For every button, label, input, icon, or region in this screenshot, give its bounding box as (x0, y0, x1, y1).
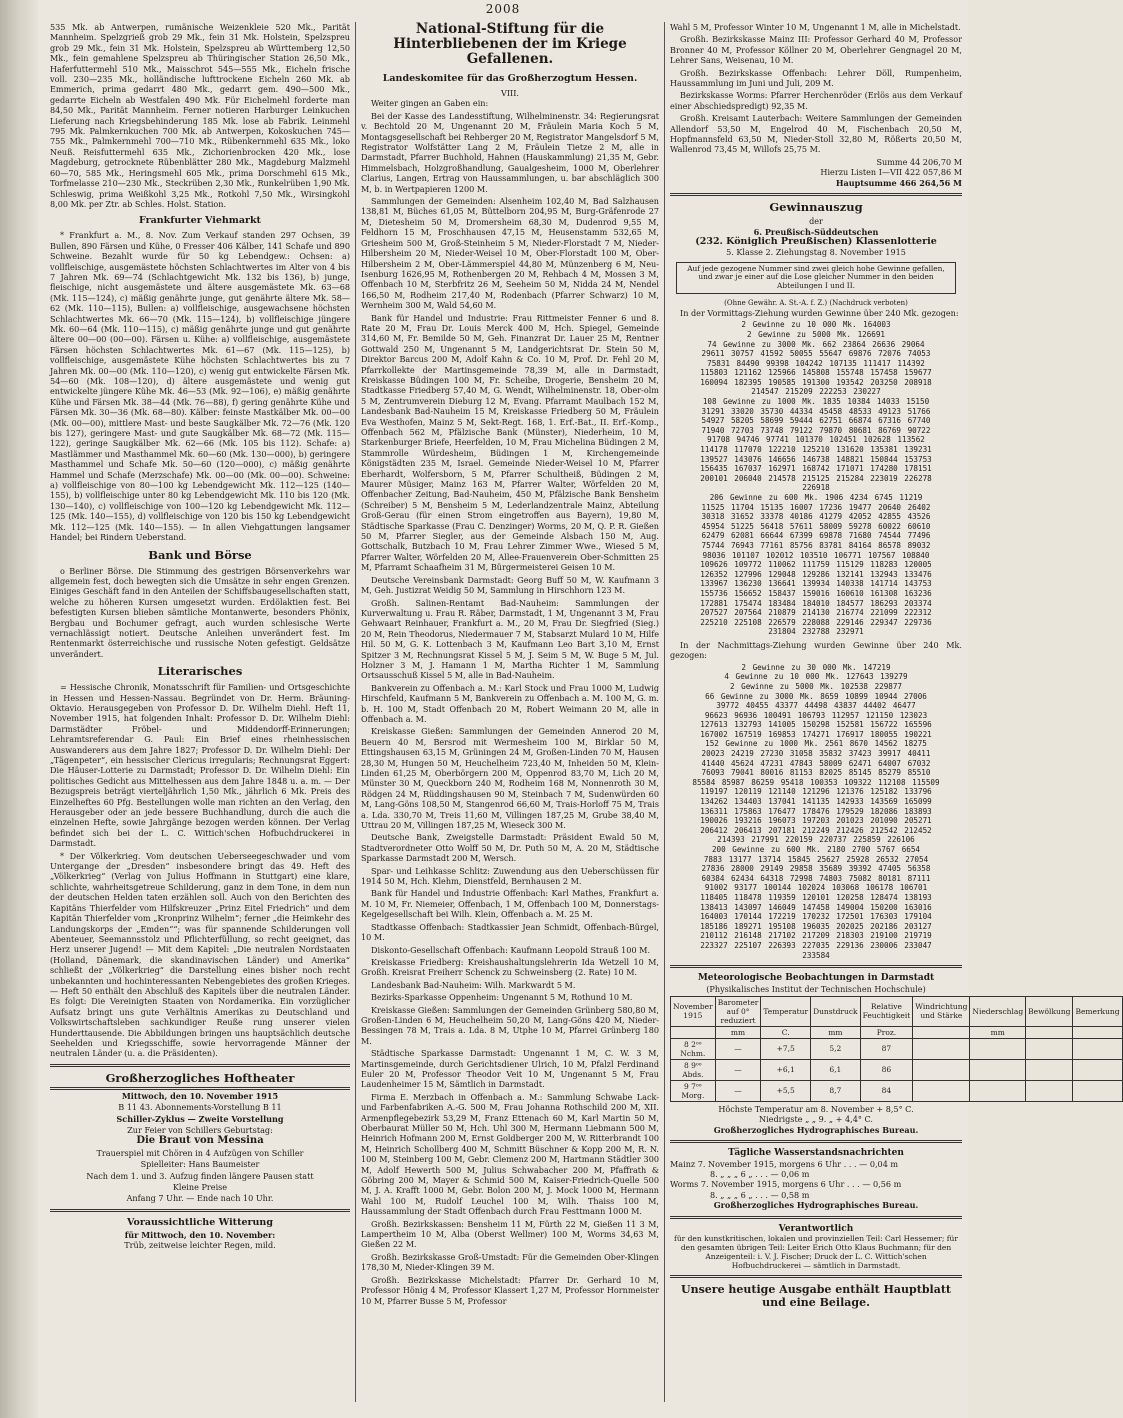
table-cell: +6,1 (761, 1059, 811, 1080)
lottery-number-line: 115803 121162 125966 145808 155748 157458 159677 (700, 368, 932, 378)
table-cell: — (715, 1080, 761, 1101)
divider (50, 1064, 350, 1067)
lottery-number-line: 54927 58205 58699 59444 62751 66874 67316 67740 (701, 416, 931, 426)
lottery-number-line: 136311 175863 176477 178476 179529 182086 183893 (700, 806, 932, 816)
lottery-number-line: 29611 30757 41592 50055 55647 69876 72076 74053 (701, 349, 931, 359)
page-edge-shadow (0, 0, 40, 1418)
table-unit-cell: mm (970, 1026, 1026, 1038)
table-cell: — (715, 1059, 761, 1080)
donation-paragraph: Bezirks-Sparkasse Oppenheim: Ungenannt 5 M, Rothund 10 M. (371, 992, 633, 1003)
lottery-number-line: 233584 (802, 950, 830, 960)
list-number: VIII. (500, 88, 519, 98)
weather-observation-table (670, 996, 1123, 1102)
lottery-number-line: 206412 206413 207181 212249 212426 212542 212452 (700, 825, 932, 835)
lottery-number-line: 2 Gewinne zu 30 000 Mk. 147219 (741, 662, 891, 672)
divider (670, 1140, 962, 1143)
edition-note: Unsere heutige Ausgabe enthält Hauptblatt und eine Beilage. (681, 1283, 951, 1309)
table-unit-cell: C. (761, 1026, 811, 1038)
responsible-text: für den kunstkritischen, lokalen und provinziellen Teil: Carl Hessemer; für den gesamten übrigen Teil: Leiter Erich Otto Klaus Buchmann; für den Anzeigenteil: i. V. J. Fischer; Druck der L. C. Wittich'schen Hofbuchdruckerei — sämtlich in Darmstadt. (674, 1234, 958, 1270)
table-cell: — (715, 1038, 761, 1059)
donation-paragraph: Bank für Handel und Industrie Offenbach: Karl Mathes, Frankfurt a. M. 10 M, Fr. Niemeier, Offenbach, 1 M, Offenbach 100 M, Donnerstags-Kegelgesellschaft bei Wilh. Klein, Offenbach a. M. 25 M. (361, 888, 659, 920)
meteorology-subheading: (Physikalisches Institut der Technischen Hochschule) (706, 983, 926, 994)
afternoon-draw-numbers (670, 663, 962, 960)
sum-line: Summe 44 206,70 M (876, 156, 962, 167)
donation-paragraph: Großh. Bezirkskasse Groß-Umstadt: Für die Gemeinden Ober-Klingen 178,30 M, Nieder-Klingen 39 M. (361, 1251, 659, 1273)
bank-text: o Berliner Börse. Die Stimmung des gestrigen Börsenverkehrs war allgemein fest, doch bewegten sich die Umsätze in sehr engen Grenzen. Einiges Geschäft fand in den Anteilen der Schiffsbaugesellschaften statt, welche zu höheren Kursen umgesetzt wurden. Erdölaktien fest. Bei befestigten Kursen blieben sämtliche Montanwerte, besonders Phönix, Bergbau und Bochumer gefragt, auch wurden schlesische Werte vernachlässigt notiert. Deutsche Anleihen unverändert fest. Im Rentenmarkt österreichische und russische Noten gefestigt. Geldsätze unverändert. (50, 565, 350, 659)
lottery-number-line: 164003 170144 172219 170232 172501 176303 179104 (700, 912, 932, 922)
donation-continuation: Wahl 5 M, Professor Winter 10 M, Ungenannt 1 M, alle in Michelstadt. (670, 22, 961, 32)
table-header-cell: Dunstdruck (811, 996, 861, 1026)
responsible-heading: Verantwortlich (778, 1223, 854, 1234)
donation-paragraph: Deutsche Vereinsbank Darmstadt: Georg Buff 50 M, W. Kaufmann 3 M, Geh. Justizrat Weidig 50 M, Sammlung in Hirschhorn 123 M. (361, 574, 659, 596)
lottery-heading: Gewinnauszug (769, 200, 863, 215)
lottery-number-line: 20023 24219 27230 31058 35832 37423 39917 40411 (701, 749, 931, 759)
table-cell: 9 7ᵒᵒ Morg. (671, 1080, 716, 1101)
divider (50, 1087, 350, 1090)
weather-date: für Mittwoch, den 10. November: (124, 1229, 276, 1240)
lottery-number-line: 118405 118478 119359 120101 120258 128474 138193 (700, 892, 932, 902)
newspaper-page (38, 0, 1120, 1418)
table-cell: 5,2 (811, 1038, 861, 1059)
donation-paragraph: Bei der Kasse des Landesstiftung, Wilhelminenstr. 34: Regierungsrat v. Bechtold 20 M, Ungenannt 20 M, Fräulein Maria Koch 5 M, Montagsgesellschaft bei Rehberger 20 M, Registrator Mangelsdorf 5 M, Registrator Wolfstätter Lang 2 M, Fräulein Tietze 2 M, alle in Darmstadt, Pfarrer Buchhold, Hahnen (Hauskammlung) 21,35 M, Gebr. Himmelsbach, Holzgroßhandlung, Gaualgesheim, 1000 M, Oberlehrer Clarius, Langen, Ertrag von Haussammlungen, u. bar abschläglich 300 M, b. in Wertpapieren 1200 M. (361, 110, 659, 194)
table-header-cell: Barometer auf 0° reduziert (715, 996, 761, 1026)
lottery-number-line: 11525 11704 15135 16007 17236 19477 20640 26402 (701, 502, 931, 512)
table-cell (1073, 1059, 1122, 1080)
water-level-mainz-2: 8. „ „ „ 6 „ . . . — 0,06 m (710, 1168, 810, 1179)
water-level-heading: Tägliche Wasserstandsnachrichten (728, 1148, 904, 1159)
table-cell (913, 1038, 970, 1059)
bank-heading: Bank und Börse (148, 547, 252, 562)
weather-forecast: Trüb, zeitweise leichter Regen, mild. (124, 1240, 276, 1251)
donations-intro: Weiter gingen an Gaben ein: (371, 98, 489, 109)
theater-date: Mittwoch, den 10. November 1915 (121, 1090, 279, 1101)
table-header-cell: November 1915 (671, 996, 716, 1026)
column-right (670, 22, 1120, 1412)
donation-paragraph: Stadtkasse Offenbach: Stadtkassier Jean Schmidt, Offenbach-Bürgel, 10 M. (361, 921, 659, 943)
water-level-mainz: Mainz 7. November 1915, morgens 6 Uhr . . . — 0,04 m (670, 1158, 899, 1169)
min-temperature: Niedrigste „ „ 9. „ + 4,4° C. (759, 1114, 873, 1125)
foundation-heading: National-Stiftung für die Hinterbliebenen der im Kriege Gefallenen. (393, 21, 627, 67)
viehmarkt-text: * Frankfurt a. M., 8. Nov. Zum Verkauf standen 297 Ochsen, 39 Bullen, 890 Färsen und Kühe, 0 Fresser 406 Kälber, 141 Schafe und 890 Schweine. Bezahlt wurde für 50 kg Lebendgew.: Ochsen: a) vollfleischige, ausgemästete höchsten Schlachtwertes im Alter von 4 bis 7 Jahren Mk. 69—74 (Schlachtgewicht Mk. 132 bis 136), b) junge, fleischige, nicht ausgemästete und ältere ausgemästete Mk. 63—68 (Mk. 115—124), c) mäßig genährte junge, gut genährte ältere Mk. 58—62 (Mk. 110—115), Bullen: a) vollfleischige, ausgewachsene höchsten Schlachtwertes Mk. 66—70 (Mk. 115—124), b) vollfleischige jüngere Mk. 60—64 (Mk. 110—115), c) mäßig genährte junge und gut genährte ältere 00—00 (00—00). Färsen u. Kühe: a) vollfleischige, ausgemästete Färsen höchsten Schlachtwertes Mk. 61—67 (Mk. 115—125), b) vollfleischige, ausgemästete Kühe höchsten Schlachtwertes bis zu 7 Jahren Mk. 00—00 (Mk. 110—120), c) wenig gut entwickelte Färsen Mk. 54—60 (Mk. 108—120), d) ältere ausgemästete und wenig gut entwickelte jüngere Kühe Mk. 46—53 (Mk. 92—106), e) mäßig genährte Kühe und Färsen Mk. 38—44 (Mk. 76—88), f) gering genährte Kühe und Färsen Mk. 30—36 (Mk. 68—80). Kälber: feinste Mastkälber Mk. 00—00 (Mk. 00—00), mittlere Mast- und beste Saugkälber Mk. 72—76 (Mk. 120 bis 127), geringere Mast- und gute Saugkälber Mk. 68—72 (Mk. 115—122), geringe Saugkälber Mk. 62—66 (Mk. 105 bis 112). Schafe: a) Mastlämmer und Masthammel Mk. 60—60 (Mk. 130—000), b) geringere Masthammel und Schafe Mk. 50—60 (120—000), c) mäßig genährte Hammel und Schafe (Merzschafe) Mk. 00—00 (Mk. 00—00). Schweine: a) vollfleischige von 80—100 kg Lebendgewicht Mk. 112—125 (140—155), b) vollfleischige unter 80 kg Lebendgewicht Mk. 110 bis 120 (Mk. 130—140), c) vollfleischige von 100—120 kg Lebendgewicht Mk. 112—125 (Mk. 140—155), d) vollfleischige von 120 bis 150 kg Lebendgewicht Mk. 112—125 (Mk. 140—155). — In allen Viehgattungen langsamer Handel; bei Rindern Ueberstand. (50, 230, 350, 543)
market-report-text: 535 Mk. ab Antwerpen, rumänische Weizenkleie 520 Mk., Parität Mannheim. Spelzgrieß grob 29 Mk., fein 31 Mk. Holstein, Spelzspreu grob 29 Mk., fein 31 Mk. Holstein, Spelzspreu ab Württemberg 12,50 Mk., fein gemahlene Spelzspreu ab Thüringischer Station 26,50 Mk., Haferfuttermehl 510 Mk., Maisschrot 545—555 Mk., Eicheln frische voll. 230—235 Mk., holländische lufttrockene Eicheln 260 Mk. ab Emmerich, prima gedarrt 480 Mk., gedarrt gem. 490—500 Mk., gedarrte Eicheln ab Westfalen 490 Mk. Für Eichelmehl forderte man 84,50 Mk., Parität Mannheim. Ferner notieren Harburger Leinkuchen Lieferung nach Kriegsbehinderung 185 Mk. lose ab Fabrik. Leinmehl 795 Mk. Palmkernkuchen 700 Mk. ab Antwerpen, Kokoskuchen 745—755 Mk., Palmkernmehl 700—710 Mk., Rübenkernmehl 635 Mk., loko Neuß. Reisfuttermehl 635 Mk., Zichorienbrocken 420 Mk., lose Magdeburg, getrocknete Rübenblätter 280 Mk., Magdeburg Malzmehl 60—70, 585 Mk., Heringsmehl 605 Mk., prima Dorschmehl 615 Mk., Torfmelasse 210—230 Mk., Steckrüben 2,30 Mk., Runkelrüben 1,90 Mk. Schleswig, prima Weißkohl 3,25 Mk., Rotkohl 7,50 Mk., Wirsingkohl 8,00 Mk. per Ztr. ab Schles. Holst. Station. (50, 22, 350, 209)
afternoon-draw-intro: In der Nachmittags-Ziehung wurden Gewinne über 240 Mk. gezogen: (670, 639, 962, 661)
lottery-number-line: 167002 167519 169853 174271 176917 180055 190221 (700, 729, 932, 739)
lottery-number-line: 27836 28000 29149 29858 35689 39392 47405 56358 (701, 864, 931, 874)
lottery-number-line: 214393 217991 220159 220737 225859 226106 (717, 835, 915, 845)
column-rule (664, 22, 665, 1402)
lottery-number-line: 139527 143076 146656 146738 148821 150844 153753 (700, 454, 932, 464)
lottery-number-line: 2 Gewinne zu 5000 Mk. 126691 (746, 329, 885, 339)
divider (670, 193, 962, 196)
lottery-number-line: 109626 109772 110062 111759 115129 118283 120005 (700, 560, 932, 570)
lottery-der: der (809, 216, 823, 227)
donation-paragraph: Kreiskasse Gießen: Sammlungen der Gemeinden Grünberg 580,80 M, Großen-Linden 6 M, Heuchelheim 50,20 M, Lang-Göns 420 M, Nieder-Bessingen 78 M, Trais a. Lda. 8 M, Utphe 10 M, Pfarrei Grünberg 180 M. (361, 1004, 659, 1046)
lottery-number-line: 91002 93177 100144 102024 103068 106178 106701 (704, 883, 928, 893)
lottery-number-line: 156435 167037 162971 168742 171071 174280 178151 (700, 464, 932, 474)
lottery-notice-box: Auf jede gezogene Nummer sind zwei gleich hohe Gewinne gefallen, und zwar je einer auf die Lose gleicher Nummer in den beiden Abteilungen I und II. (676, 262, 956, 294)
viehmarkt-heading: Frankfurter Viehmarkt (139, 215, 261, 227)
donation-paragraph: Bankverein zu Offenbach a. M.: Karl Stock und Frau 1000 M, Ludwig Hirschfeld, Kaufmann 5 M, Bankverein zu Offenbach a. M. 100 M, G. m. b. H. 100 M, Stadt Offenbach 20 M, Robert Weimann 20 M, alle in Offenbach a. M. (361, 682, 659, 724)
table-row (671, 1059, 1123, 1080)
lottery-number-line: 225210 225108 226579 228088 229146 229347 229736 (700, 617, 932, 627)
morning-draw-numbers (670, 320, 962, 637)
theater-occasion: Zur Feier von Schillers Geburtstag: (127, 1125, 273, 1135)
table-cell: 87 (860, 1038, 913, 1059)
table-unit-cell: mm (811, 1026, 861, 1038)
weather-heading: Voraussichtliche Witterung (127, 1216, 273, 1228)
table-cell (970, 1038, 1026, 1059)
lottery-number-line: 206 Gewinne zu 600 Mk. 1906 4234 6745 11219 (709, 493, 923, 502)
donation-paragraph: Diskonto-Gesellschaft Offenbach: Kaufmann Leopold Strauß 100 M. (371, 944, 651, 955)
lottery-number-line: 76093 79041 80016 81153 82025 85145 85279 85510 (701, 768, 931, 778)
lottery-number-line: 185186 189271 195108 196035 202025 202186 203127 (700, 921, 932, 931)
table-cell (1026, 1059, 1073, 1080)
table-header-cell: Relative Feuchtigkeit (860, 996, 913, 1026)
donation-paragraph: Großh. Bezirkskassen: Bensheim 11 M, Fürth 22 M, Gießen 11 3 M, Lampertheim 10 M, Alba (Oberst Wellmer) 100 M, Worms 34,63 M, Gießen 22 M. (361, 1218, 659, 1250)
lottery-number-line: 119197 120119 121140 121296 121376 125182 133796 (700, 787, 932, 797)
table-cell (970, 1059, 1026, 1080)
donation-paragraph: Kreiskasse Friedberg: Kreishaushaltungslehrerin Ida Wetzell 10 M, Großh. Kreisrat Freiherr Schenck zu Schweinsberg (2. Rate) 10 M. (361, 956, 659, 978)
table-cell: 8 9ᵒᵒ Abds. (671, 1059, 716, 1080)
lottery-title-2: (232. Königlich Preußischen) Klassenlotterie (695, 235, 937, 247)
lottery-number-line: 74 Gewinne zu 3000 Mk. 662 23864 26636 29064 (707, 339, 925, 349)
literary-text-voelkerkrieg: * Der Völkerkrieg. Vom deutschen Ueberseegeschwader und vom Untergange der „Dresden“ insbesondere bringt das 49. Heft des „Völkerkrieg“ (Verlag von Julius Hoffmann in Stuttgart) eine klare, schlichte, wahrheitsgetreue Schilderung, ganz in dem Tone, in dem nun der deutschen Helden taten erzählen soll. Auch von den Berichten des Kapitäns Thierfelder vom Hilfskreuzer „Prinz Eitel Friedrich“ und dem Kapitän Thierfelder vom „Kronprinz Wilhelm“; ferner „die Heimkehr des Landungskorps der „Emden““; was für spannende Schilderungen voll Abenteuer, Seemannsstolz und Pflichterfüllung, so recht geeignet, das Herz unserer Jugend! — Mit dem Kapitel: „Die neutralen Nordstaaten (Holland, Dänemark, die skandinavischen Länder) und Amerika“ schließt der „Völkerkrieg“ die Darstellung eines bisher noch recht unbekannten und hochinteressanten Nebengebietes des großen Krieges. — Heft 50 enthält den Abschluß des Kapitels über die neutralen Länder. Es folgt: Die Vereinigten Staaten von Nordamerika. Ein vorzüglicher Aufsatz bringt uns gute Verhältnis Amerikas zu Deutschland und Volkswirtschaftsleben sachkundiger Reuße rung unserer vielen Hunderttausende. Die Abbildungen bringen uns hauptsächlich deutsche Seehelden und Kriegsschiffe, sowie hervorragende Männer der neutralen Länder (u. a. die Präsidenten). (50, 850, 351, 1059)
table-cell: 8 2ᵒᵒ Nchm. (671, 1038, 716, 1059)
table-header-cell: Bemerkung (1073, 996, 1122, 1026)
theater-heading: Großherzogliches Hoftheater (105, 1070, 295, 1085)
sum-previous-lists: Hierzu Listen I—VII 422 057,86 M (820, 167, 962, 178)
morning-draw-intro: In der Vormittags-Ziehung wurden Gewinne über 240 Mk. gezogen: (680, 307, 959, 318)
donation-paragraph: Landesbank Bad-Nauheim: Wilh. Markwardt 5 M. (371, 979, 576, 990)
donation-paragraph: Deutsche Bank, Zweigstelle Darmstadt: Präsident Ewald 50 M, Stadtverordneter Otto Wolff 50 M, Dr. Puth 50 M, A. 20 M, Städtische Sparkasse Darmstadt 200 M, Wersch. (361, 832, 659, 864)
table-cell: +5,5 (761, 1080, 811, 1101)
lottery-number-line: 98036 101107 102012 103510 106771 107567 108840 (702, 550, 930, 560)
lottery-disclaimer: (Ohne Gewähr. A. St.-A. f. Z.) (Nachdruck verboten) (724, 298, 908, 307)
lottery-number-line: 39772 40455 43377 44498 43837 44402 46477 (716, 701, 916, 711)
table-cell (1026, 1038, 1073, 1059)
table-unit-cell (671, 1026, 716, 1038)
lottery-number-line: 214547 215209 222253 230227 (751, 387, 881, 397)
lottery-number-line: 108 Gewinne zu 1000 Mk. 1835 10384 14033 15150 (702, 397, 930, 407)
meteorology-heading: Meteorologische Beobachtungen in Darmstadt (697, 973, 935, 984)
lottery-number-line: 85584 85987 86259 95418 100353 109322 112108 115509 (692, 777, 940, 787)
donation-paragraph: Großh. Bezirkskasse Offenbach: Lehrer Döll, Rumpenheim, Haussammlung im Juni und Juli, 209 M. (670, 67, 962, 89)
lottery-number-line: 127613 132793 141005 150298 152581 156722 165596 (700, 720, 932, 730)
donation-paragraph: Kreiskasse Gießen: Sammlungen der Gemeinden Annerod 20 M, Beuern 40 M, Bersrod mit Wermesheim 100 M, Birklar 50 M, Ettingshausen 63,15 M, Grüningen 24 M, Großen-Linden 70 M, Hausen 28,30 M, Hungen 50 M, Heuchelheim 723,40 M, Inheiden 50 M, Klein-Linden 61,25 M, Oberbörgern 200 M, Oppenrod 83,70 M, Lich 20 M, Münster 30 M, Queckborn 240 M, Rodheim 168 M, Nonnenroth 30 M, Rödgen 24 M, Rüddingshausen 90 M, Steinbach 7 M, Sudenwürden 60 M, Lang-Göns 108,50 M, Stangenrod 66,60 M, Trais-Horloff 75 M, Trais a. Lda. 330,70 M, Treis 11,60 M, Villingen 187,25 M, Grube 38,40 M, Uttrau 20 M, Villingen 187,25 M, Wieseck 300 M. (361, 726, 659, 831)
lottery-number-line: 66 Gewinne zu 3000 Mk. 8659 10899 10944 27006 (705, 691, 927, 701)
table-header-cell: Bewölkung (1026, 996, 1073, 1026)
donation-paragraph: Spar- und Leihkasse Schlitz: Zuwendung aus den Ueberschüssen für 1914 50 M, Hch. Klehm, Dienstfeld, Bernhausen 2 M. (361, 865, 659, 887)
theater-subscription: B 11 43. Abonnements-Vorstellung B 11 (118, 1102, 282, 1113)
theater-director: Spielleiter: Hans Baumeister (140, 1159, 260, 1170)
lottery-number-line: 200101 206040 214578 215125 215284 223019 226278 (700, 473, 932, 483)
table-header-cell: Windrichtung und Stärke (913, 996, 970, 1026)
donation-paragraph: Großh. Salinen-Rentamt Bad-Nauheim: Sammlungen der Kurverwaltung u. Frau R. Räber, Darmstadt, 1 M, Ungenannt 3 M, Frau Gehwaart Reinhauer, Frankfurt a. M., 20 M, Frau Dr. Siegfried (Sieg.) 20 M, Rein Theodorus, Niedermauer 7 M, Stabsarzt Mulard 10 M, Hilfe Hil. 50 M, G. K. Lottenbach 3 M, Kaufmann Leo Bart 3,10 M, Ernst Spitzer 3 M, Rechnungsrat Kissel 5 M, J. Seim 5 M, W. Buge 5 M, Jul. Holzner 3 M, J. Hamann 1 M, Martha Richter 1 M, Sammlung Ortsausschuß Kissel 5 M, alle in Bad-Nauheim. (361, 597, 659, 681)
theater-pauses: Nach dem 1. und 3. Aufzug finden längere Pausen statt (86, 1170, 314, 1181)
lottery-number-line: 210112 216148 217102 217209 218303 219100 219719 (700, 931, 932, 941)
lottery-number-line: 133967 136230 136641 139934 140338 141714 143753 (700, 579, 932, 589)
donation-list (361, 111, 659, 1306)
theater-announcement (50, 1072, 350, 1204)
donation-paragraph: Städtische Sparkasse Darmstadt: Ungenannt 1 M, C. W. 3 M, Martinsgemeinde, durch Gerichtsdiener Ulrich, 10 M, Pfalzl Ferdinand Euler 20 M, Professor Theodor Veit 10 M, Ungenannt 5 M, Frau Laudenheimer 15 M, Sämtlich in Darmstadt. (361, 1048, 659, 1090)
lottery-number-line: 7883 13177 13714 15845 25627 25928 26532 27054 (703, 854, 929, 864)
table-unit-cell (1026, 1026, 1073, 1038)
total-sum: Hauptsumme 466 264,56 M (835, 177, 962, 188)
literary-heading: Literarisches (157, 664, 243, 679)
water-level-worms-2: 8. „ „ „ 6 „ . . . — 0,58 m (710, 1189, 810, 1200)
divider (670, 1216, 962, 1219)
table-row (671, 1038, 1123, 1059)
lottery-number-line: 41440 45624 47231 47843 58009 62471 64007 67032 (701, 758, 931, 768)
theater-genre: Trauerspiel mit Chören in 4 Aufzügen von Schiller (96, 1147, 304, 1158)
lottery-number-line: 60384 62434 64318 72998 74803 75082 80181 87111 (701, 873, 931, 883)
donation-paragraph: Großh. Bezirkskasse Mainz III: Professor Gerhard 40 M, Professor Bronner 40 M, Professor Köllner 20 M, Oberlehrer Gengnagel 20 M, Lehrer Sans, Weisenau, 10 M. (670, 34, 962, 66)
column-rule (355, 22, 356, 1402)
donation-paragraph: Großh. Kreisamt Lauterbach: Weitere Sammlungen der Gemeinden Allendorf 53,50 M, Engelrod 40 M, Fischenbach 20,50 M, Hopfmannsfeld 63,50 M, Nieder-Stoll 32,80 M, Rößerts 20,50 M, Wallenrod 73,45 M, Willofs 25,75 M. (670, 113, 962, 155)
lottery-title-1: 6. Preußisch-Süddeutschen (753, 226, 879, 237)
table-cell (913, 1059, 970, 1080)
lottery-number-line: 75744 76943 77161 85756 83781 84164 86578 89032 (701, 540, 931, 550)
table-unit-cell: mm (715, 1026, 761, 1038)
lottery-number-line: 4 Gewinne zu 10 000 Mk. 127643 139279 (724, 672, 908, 682)
lottery-number-line: 91708 94746 97741 101370 102451 102628 113562 (707, 435, 925, 445)
lottery-number-line: 2 Gewinne zu 10 000 Mk. 164003 (741, 320, 891, 330)
lottery-class-date: 5. Klasse 2. Ziehungstag 8. November 1915 (726, 247, 906, 258)
foundation-subheading: Landeskomitee für das Großherzogtum Hessen. (382, 73, 638, 84)
lottery-number-line: 200 Gewinne zu 600 Mk. 2180 2700 5767 6654 (711, 845, 921, 854)
table-cell: 84 (860, 1080, 913, 1101)
donation-paragraph: Großh. Bezirkskasse Michelstadt: Pfarrer Dr. Gerhard 10 M, Professor Hönig 4 M, Professor Klassert 1,27 M, Professor Hornmeister 10 M, Pfarrer Busse 5 M, Professor (361, 1274, 659, 1306)
lottery-number-line: 207527 207564 210879 214130 216774 221099 222312 (700, 608, 932, 618)
divider (670, 965, 962, 968)
table-cell: 6,1 (811, 1059, 861, 1080)
lottery-number-line: 96623 96936 100491 106793 112957 121150 123023 (704, 710, 928, 720)
table-cell: 8,7 (811, 1080, 861, 1101)
lottery-number-line: 75831 84490 99398 104242 107135 111417 114392 (707, 358, 925, 368)
lottery-number-line: 134262 134403 137041 141135 142933 143569 165099 (700, 797, 932, 807)
table-header-cell: Temperatur (761, 996, 811, 1026)
table-unit-cell: Proz. (860, 1026, 913, 1038)
lottery-number-line: 62479 62081 66644 67399 69878 71680 74544 77496 (701, 531, 931, 541)
lottery-number-line: 226918 (802, 483, 830, 493)
lottery-number-line: 30318 31652 33378 40186 41279 42052 42855 43526 (701, 512, 931, 522)
lottery-number-line: 2 Gewinne zu 5000 Mk. 102538 229877 (729, 681, 902, 691)
theater-times: Anfang 7 Uhr. — Ende nach 10 Uhr. (126, 1193, 274, 1204)
table-cell (1073, 1038, 1122, 1059)
lottery-number-line: 172881 175474 183484 184010 184577 186293 203374 (700, 598, 932, 608)
column-middle (361, 22, 659, 1412)
lottery-number-line: 114178 117070 122210 125210 131620 135381 139231 (700, 445, 932, 455)
lottery-number-line: 126352 127996 129048 129286 132141 132943 133476 (700, 569, 932, 579)
hydro-bureau-2: Großherzogliches Hydrographisches Bureau. (713, 1200, 919, 1211)
donation-paragraph: Bezirkskasse Worms: Pfarrer Herchenröder (Erlös aus dem Verkauf einer Abschiedspredigt) 92,35 M. (670, 90, 962, 111)
page-number: 2008 (485, 2, 521, 16)
table-cell: +7,5 (761, 1038, 811, 1059)
table-cell: 86 (860, 1059, 913, 1080)
lottery-number-line: 160094 182395 190585 191300 193542 203250 208918 (700, 377, 932, 387)
theater-prices: Kleine Preise (172, 1182, 228, 1193)
table-cell (970, 1080, 1026, 1101)
water-level-worms: Worms 7. November 1915, morgens 6 Uhr . . . — 0,56 m (670, 1179, 902, 1190)
theater-cycle: Schiller-Zyklus — Zweite Vorstellung (116, 1113, 284, 1124)
hydro-bureau: Großherzogliches Hydrographisches Bureau. (713, 1124, 919, 1135)
divider (670, 1275, 962, 1278)
max-temperature: Höchste Temperatur am 8. November + 8,5° C. (718, 1103, 914, 1114)
column-left (50, 22, 350, 1412)
donation-paragraph: Sammlungen der Gemeinden: Alsenheim 102,40 M, Bad Salzhausen 138,81 M, Büches 61,05 M, Büttelborn 204,95 M, Burg-Gräfenrode 27 M, Dietesheim 50 M, Dromersheim 68,30 M, Dudenrod 9,55 M, Feldhorn 15 M, Froschhausen 47,15 M, Heusenstamm 532,65 M, Griesheim 500 M, Groß-Steinheim 5 M, Nieder-Florstadt 7 M, Nieder-Hilbersheim 20 M, Nieder-Weisel 10 M, Ober-Florstadt 100 M, Ober-Hilbersheim 2 M, Ober-Lämmerspiel 44,80 M, Münzenberg 6 M, Neu-Isenburg 1626,95 M, Rothenbergen 20 M, Rehbach 4 M, Mossen 3 M, Offenbach 10 M, Sterbfritz 26 M, Seeheim 50 M, Nidda 24 M, Nendel 166,50 M, Rodheim 217,40 M, Rodenbach (Pfarrer Schwarz) 10 M, Wernheim 300 M, Wald 54,60 M. (361, 196, 659, 311)
table-cell (1073, 1080, 1122, 1101)
lottery-number-line: 190026 193216 196073 197203 201023 201090 205271 (700, 816, 932, 826)
lottery-number-line: 231804 232788 232971 (768, 627, 864, 637)
table-unit-cell (1073, 1026, 1122, 1038)
lottery-number-line: 152 Gewinne zu 1000 Mk. 2561 8670 14562 18275 (705, 739, 927, 749)
lottery-number-line: 155736 156652 158437 159016 160610 161308 163236 (700, 588, 932, 598)
table-cell (913, 1080, 970, 1101)
lottery-number-line: 45954 51225 56418 57611 58009 59278 60022 60610 (701, 521, 931, 531)
lottery-number-line: 138413 143097 146049 147458 149004 150200 163016 (700, 902, 932, 912)
donation-paragraph: Firma E. Merzbach in Offenbach a. M.: Sammlung Schwabe Lack- und Farbenfabriken A.-G. 500 M, Frau Johanna Rothschild 200 M, XII. Armenpflegebezirk 53,29 M, Franz Ettenach 60 M, Karl Martin 50 M, Oberbaurat Müller 50 M, Hch. Uhl 300 M, Hermann Liebmann 500 M, Heinrich Hofmann 200 M, Ernst Goldberger 200 M, W. Ritterbrandt 100 M, Heinrich Schollberg 400 M, Schmitt Büschner & Kopp 200 M, R. N. 100 M, Steinberg 100 M, Gebr. Clemenz 200 M, Hartmann Städtler 300 M, Adolf Hewerth 500 M, Julius Schwabacher 200 M, Pfaffrath & Göbring 200 M, Mayer & Schmid 500 M, Kaiser-Friedrich-Quelle 500 M, J. A. Krafft 1000 M, Gebr. Bolon 200 M, J. Mock 1000 M, Hermann Wahl 100 M, Rudolf Leuchel 100 M, Wilh. Thaiss 100 M, Haussammlung der Stadt Offenbach durch Frau Festtmann 1000 M. (361, 1091, 659, 1217)
literary-text-chronik: = Hessische Chronik, Monatsschrift für Familien- und Ortsgeschichte in Hessen und Hessen-Nassau. Begründet von Dr. Herm. Bräuning-Oktavio. Herausgegeben von Professor D. Dr. Wilhelm Diehl. Heft 11, November 1915, hat folgenden Inhalt: Professor D. Dr. Wilhelm Diehl: Darmstädter Fröbel- und Middendorff-Erinnerungen; Lehramtsreferendar G. Paul: Ein Brief eines rheinhessischen Auswanderers aus dem Jahre 1827; Professor D. Dr. Wilhelm Diehl: Der „Tägenpeter“, ein hessischer Clericus irregularis; Rechnungsrat Eggert: Die Häuser-Lotterie zu Darmstadt; Professor D. Dr. Wilhelm Diehl: Ein politisches Gedicht aus Mittelhessen aus dem Jahre 1848 u. a. m. — Der Bezugspreis beträgt vierteljährlich 1,50 Mk., jährlich 6 Mk. Preis des Einzelheftes 60 Pfg. Bestellungen wolle man richten an den Verlag, den Herausgeber oder an jede bessere Buchhandlung, durch die auch die einzelnen Hefte, sowie Jahrgänge bezogen werden können. Der Verlag befindet sich bei der L. C. Wittich'schen Hofbuchdruckerei in Darmstadt. (50, 682, 350, 849)
lottery-number-line: 71940 72703 73748 79122 79870 80681 86769 90722 (701, 425, 931, 435)
theater-play-title: Die Braut von Messina (136, 1135, 264, 1147)
lottery-number-line: 223327 225107 226393 227035 229136 230006 233047 (700, 940, 932, 950)
divider (50, 1209, 350, 1212)
table-header-cell: Niederschlag (970, 996, 1026, 1026)
table-unit-cell (913, 1026, 970, 1038)
donation-paragraph: Bank für Handel und Industrie: Frau Rittmeister Fenner 6 und 8. Rate 20 M, Frau Dr. Louis Merck 400 M, Hch. Spiegel, Gemeinde 314,60 M, Fr. Bemilde 50 M, Geh. Finanzrat Dr. Lauer 25 M, Rentner Gottwald 250 M, Ungenannt 5 M, Landgerichtsrat Dr. Stein 50 M, Direktor Barcus 200 M, Adolf Kahn & Co. 10 M, Prof. Dr. Fehl 20 M, Pfarrkollekte der Martinsgemeinde 78,39 M, alle in Darmstadt, Kreiskasse Büdingen 100 M, Fr. Scheibe, Drogerie, Bensheim 20 M, Stadtkasse Friedberg 57,40 M, G. Wendt, Wilhelminenstr. 18, Ober-olm 5 M, Zentrumverein Dieburg 12 M, Evang. Pfarramt Maulbach 152 M, Landesbank Bad-Nauheim 15 M, Kreiskasse Friedberg 50 M, Fräulein Eva Westhofen, Mainz 5 M, Sekt-Regt. 168, 1. Erf.-Bat., II. Erf.-Komp., Offenbach 562 M, Pfälzische Bank (Münster), Niederheim, 10 M, Starkenburger Briefe, Heerfelden, 10 M, Frau Michelina Büdingen 2 M, Stammrolle Würdesheim, Büdingen 1 M, Kirchengemeinde Königstädten 235 M, Israel. Gemeinde Nieder-Weisel 10 M, Pfarrer Eberhardt, Wolfersborn, 5 M, Pfarrer Schultheiß, Büdingen 2 M, Maurer Müsiger, Mainz 163 M, Pfarrer Walter, Wörfelden 20 M, Offenbacher Zeitung, Bad-Nauheim, 450 M, Pfälzische Bank Bensheim (Schreiber) 5 M, Bensheim 5 M, Lederlandzentrale Mainz, Abteilung Groß-Gerau (für einen Strom eingetroffen aus Bayern), 19,80 M, Städtische Sparkasse (Frau C. Denzinger) Worms, 20 M, Q. P. R. Gießen 50 M, Pfarrer Siegler, aus der Gemeinde Alsbach 150 M, Aug. Gottschalk, Butzbach 10 M, Frau Lehrer Zimmer Wwe., Wiesed 5 M, Pfarrer Walter, Wörfelden 20 M, Allee-Frauenverein Ober-Schmitten 25 M, Pfarramt Schaafheim 31 M, Bürgermeisterei Geisen 10 M. (361, 312, 659, 573)
table-cell (1026, 1080, 1073, 1101)
table-row (671, 1080, 1123, 1101)
lottery-number-line: 31291 33020 35730 44334 45458 48533 49123 51766 (701, 406, 931, 416)
